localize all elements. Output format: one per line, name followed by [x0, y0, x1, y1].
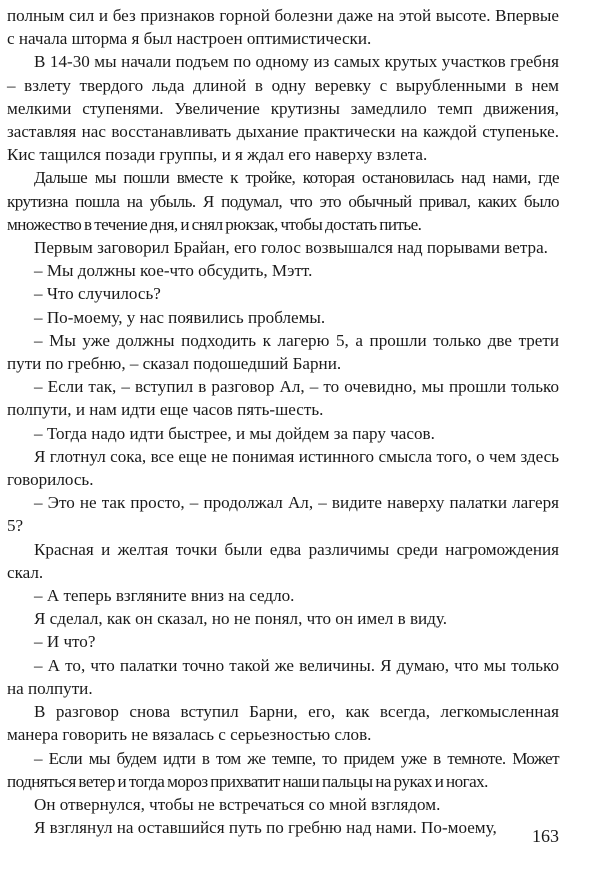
paragraph-5: Я глотнул сока, все еще не понимая истинного смысла того, о чем здесь говорилось. [7, 446, 559, 490]
dialogue-line-6: – Тогда надо идти быстрее, и мы дойдем за пару часов. [34, 423, 435, 443]
paragraph-1: полным сил и без признаков горной болезни даже на этой высоте. Впервые с начала шторма я был настроен оптимистически. [7, 6, 559, 49]
dialogue-line-9: – И что? [34, 632, 96, 652]
dialogue-line-3: – По-моему, у нас появились проблемы. [34, 307, 326, 327]
dialogue-line-5: – Если так, – вступил в разговор Ал, – то очевидно, мы прошли только полпути, и нам идти еще часов пять-шесть. [7, 377, 559, 420]
dialogue-line-2: – Что случилось? [34, 284, 161, 304]
paragraph-4: Первым заговорил Брайан, его голос возвышался над порывами ветра. [34, 238, 548, 258]
paragraph-7: Я сделал, как он сказал, но не понял, что он имел в виду. [34, 609, 447, 629]
page-number: 163 [532, 826, 559, 846]
paragraph-6: Красная и желтая точки были едва различимы среди нагромождения скал. [7, 539, 559, 582]
dialogue-line-7: – Это не так просто, – продолжал Ал, – видите наверху палатки лагеря 5? [7, 493, 559, 536]
paragraph-9: Он отвернулся, чтобы не встречаться со мной взглядом. [34, 794, 441, 814]
paragraph-10: Я взглянул на оставшийся путь по гребню над нами. По-моему, [34, 818, 497, 838]
book-page-text [7, 4, 559, 839]
dialogue-line-1: – Мы должны кое-что обсудить, Мэтт. [34, 261, 313, 281]
paragraph-3: Дальше мы пошли вместе к тройке, которая остановилась над нами, где крутизна пошла на убыль. Я подумал, что это обычный привал, каких было множество в течение дня, и снял рюкзак, чтобы достать питье. [7, 168, 559, 234]
paragraph-2: В 14-30 мы начали подъем по одному из самых крутых участков гребня – взлету твердого льда длиной в одну веревку с вырубленными в нем мелкими ступенями. Увеличение крутизны замедлило темп движения, заставляя нас восстанавливать дыхание практически на каждой ступеньке. Кис тащился позади группы, и я ждал его наверху взлета. [7, 52, 559, 165]
dialogue-line-4: – Мы уже должны подходить к лагерю 5, а прошли только две трети пути по гребню, – сказал подошедший Барни. [7, 330, 559, 374]
dialogue-line-10: – А то, что палатки точно такой же величины. Я думаю, что мы только на полпути. [7, 655, 559, 698]
dialogue-line-8: – А теперь взгляните вниз на седло. [34, 586, 295, 606]
paragraph-8: В разговор снова вступил Барни, его, как всегда, легкомысленная манера говорить не вязалась с серьезностью слов. [7, 702, 559, 745]
dialogue-line-11: – Если мы будем идти в том же темпе, то придем уже в темноте. Может подняться ветер и тогда мороз прихватит наши пальцы на руках и ногах. [7, 748, 559, 791]
